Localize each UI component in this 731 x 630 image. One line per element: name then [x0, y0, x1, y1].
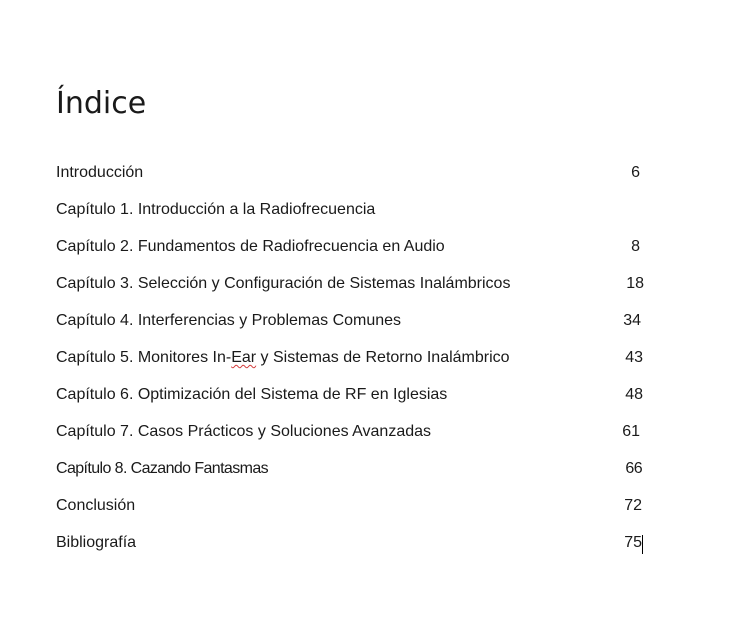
- text-cursor: [642, 535, 643, 554]
- toc-entry-page: 72: [624, 497, 642, 514]
- toc-entry-page: 48: [625, 386, 643, 403]
- spelling-flagged-word[interactable]: Ear: [231, 349, 257, 366]
- toc-entry-page: 6: [631, 164, 640, 181]
- page-title: Índice: [56, 86, 147, 121]
- toc-entry-label: Introducción: [56, 164, 144, 181]
- toc-entry: [56, 347, 656, 384]
- toc-entry: [56, 310, 656, 347]
- toc-entry: [56, 421, 656, 458]
- toc-entry: [56, 458, 656, 495]
- toc-entry-page: 61: [622, 423, 640, 440]
- toc-entry: [56, 236, 656, 273]
- toc-entry-label: Bibliografía: [56, 534, 137, 551]
- toc-entry: [56, 273, 656, 310]
- toc-entry-label: Capítulo 2. Fundamentos de Radiofrecuencia en Audio: [56, 238, 445, 255]
- toc-entry-label: Capítulo 3. Selección y Configuración de Sistemas Inalámbricos: [56, 275, 511, 292]
- toc-entry-label: Capítulo 6. Optimización del Sistema de RF en Iglesias: [56, 386, 448, 403]
- toc-entry: [56, 384, 656, 421]
- toc-entry-label: [56, 347, 510, 369]
- toc-entry-page: 34: [623, 312, 641, 329]
- toc-entry-page: 43: [625, 349, 643, 366]
- toc-entry: [56, 199, 656, 236]
- toc-entry-label: Capítulo 4. Interferencias y Problemas Comunes: [56, 312, 402, 329]
- toc-entry-label-end: y Sistemas de Retorno Inalámbrico: [256, 349, 510, 366]
- toc-entry-page: 18: [626, 275, 644, 292]
- toc-entry-label: Conclusión: [56, 497, 136, 514]
- toc-entry-page: 75: [624, 534, 642, 551]
- toc-entry: [56, 532, 656, 569]
- toc-entry-label: Capítulo 7. Casos Prácticos y Soluciones Avanzadas: [56, 423, 432, 440]
- toc-entry: [56, 162, 656, 199]
- table-of-contents: [56, 162, 656, 569]
- toc-entry-label: Capítulo 8. Cazando Fantasmas: [56, 460, 269, 477]
- toc-entry-label-start: Capítulo 5. Monitores In-: [56, 349, 232, 366]
- toc-entry-page: 66: [625, 460, 642, 477]
- toc-entry: [56, 495, 656, 532]
- toc-entry-page: 8: [631, 238, 640, 255]
- toc-entry-label: Capítulo 1. Introducción a la Radiofrecuencia: [56, 201, 376, 218]
